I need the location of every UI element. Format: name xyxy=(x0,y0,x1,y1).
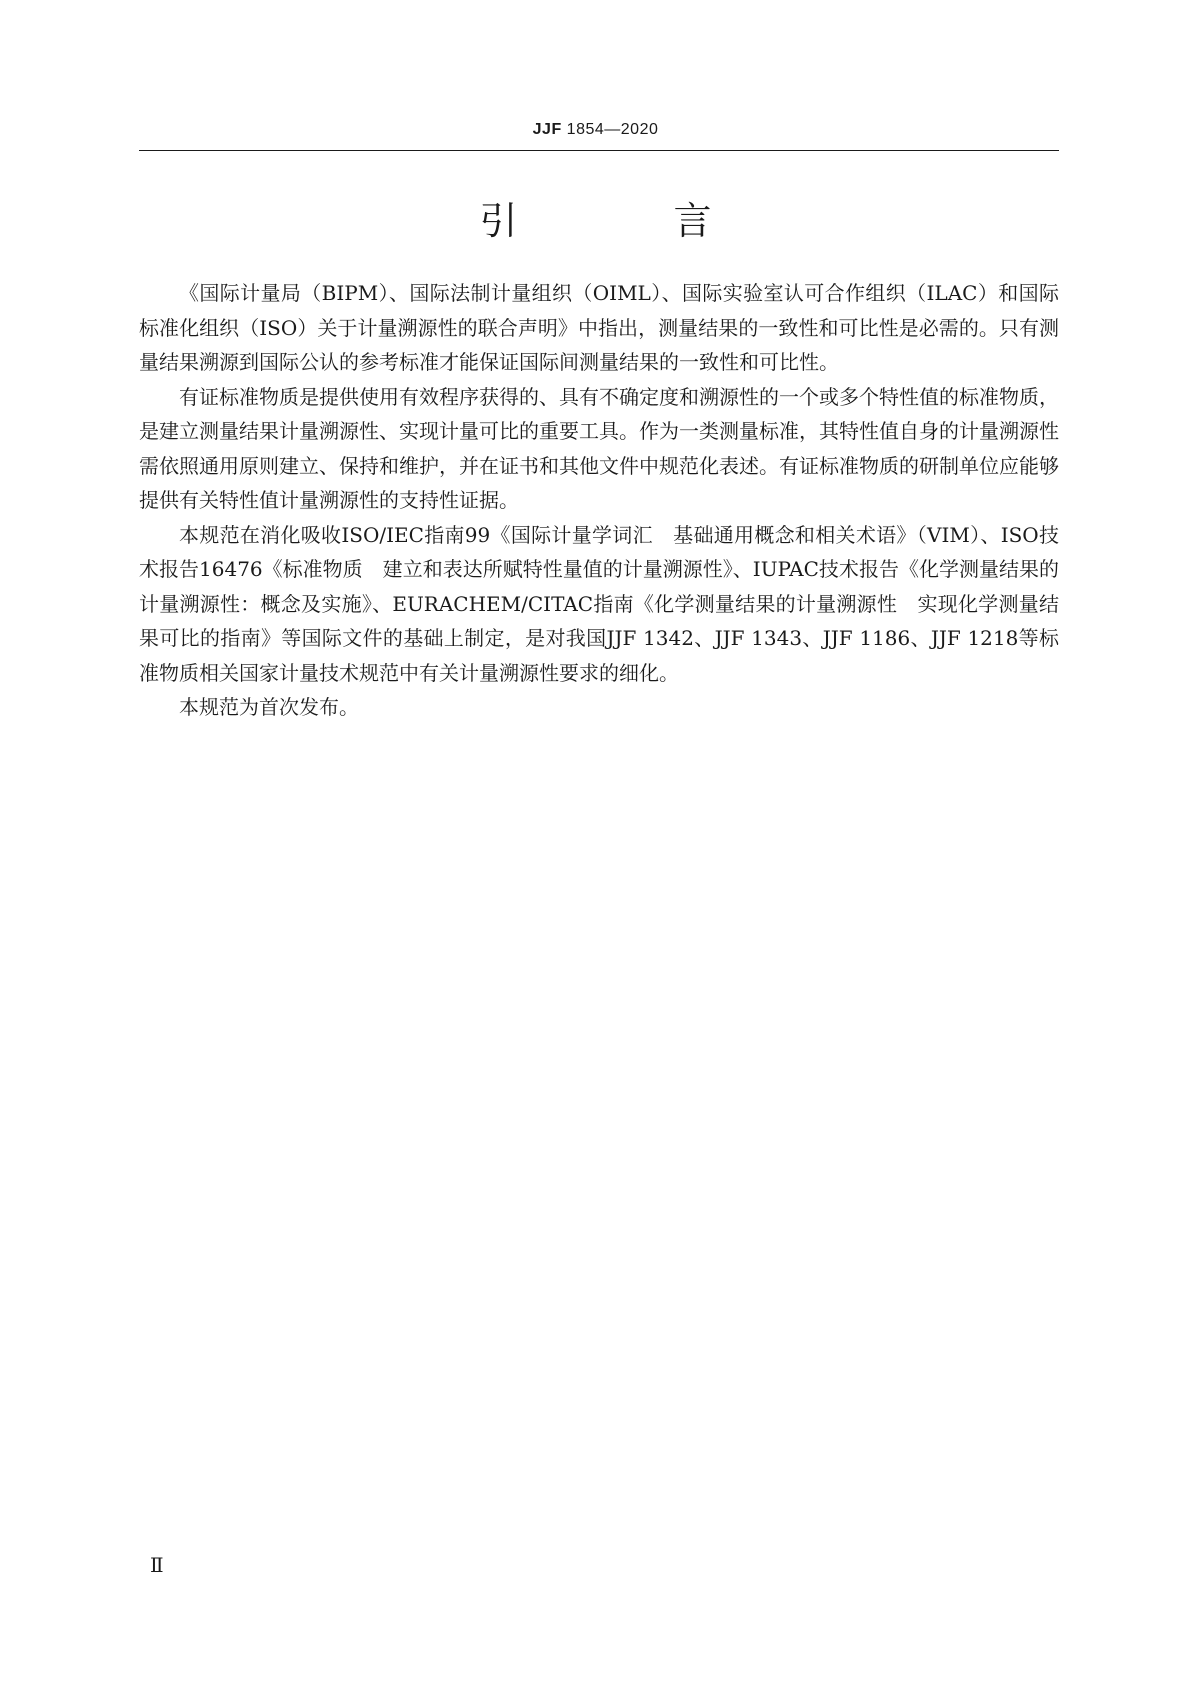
header-divider xyxy=(139,150,1059,151)
paragraph-first-release: 本规范为首次发布。 xyxy=(179,695,359,719)
paragraph-basis-of-specification: 本规范在消化吸收ISO/IEC指南99《国际计量学词汇 基础通用概念和相关术语》（VIM）、ISO技术报告16476《标准物质 建立和表达所赋特性量值的计量溯源性》、IUPAC技术报告《化学测量结果的计量溯源性：概念及实施》、EURACHEM/CITAC指南《化学测量结果的计量溯源性 实现化学测量结果可比的指南》等国际文件的基础上制定，是对我国JJF 1342、JJF 1343、JJF 1186、JJF 1218等标准物质相关国家计量技术规范中有关计量溯源性要求的细化。 xyxy=(139,522,1059,685)
document-code-number: 1854—2020 xyxy=(566,121,659,138)
page-number: Ⅱ xyxy=(150,1553,164,1577)
paragraph-certified-reference-materials: 有证标准物质是提供使用有效程序获得的、具有不确定度和溯源性的一个或多个特性值的标准物质，是建立测量结果计量溯源性、实现计量可比的重要工具。作为一类测量标准，其特性值自身的计量溯源性需依照通用原则建立、保持和维护，并在证书和其他文件中规范化表述。有证标准物质的研制单位应能够提供有关特性值计量溯源性的支持性证据。 xyxy=(139,384,1059,512)
body-text xyxy=(139,276,1059,725)
document-code-header xyxy=(0,120,1191,140)
page-title: 引 言 xyxy=(479,199,784,243)
document-code-prefix: JJF xyxy=(532,121,562,138)
paragraph-joint-statement: 《国际计量局（BIPM）、国际法制计量组织（OIML）、国际实验室认可合作组织（ILAC）和国际标准化组织（ISO）关于计量溯源性的联合声明》中指出，测量结果的一致性和可比性是必需的。只有测量结果溯源到国际公认的参考标准才能保证国际间测量结果的一致性和可比性。 xyxy=(139,281,1059,374)
